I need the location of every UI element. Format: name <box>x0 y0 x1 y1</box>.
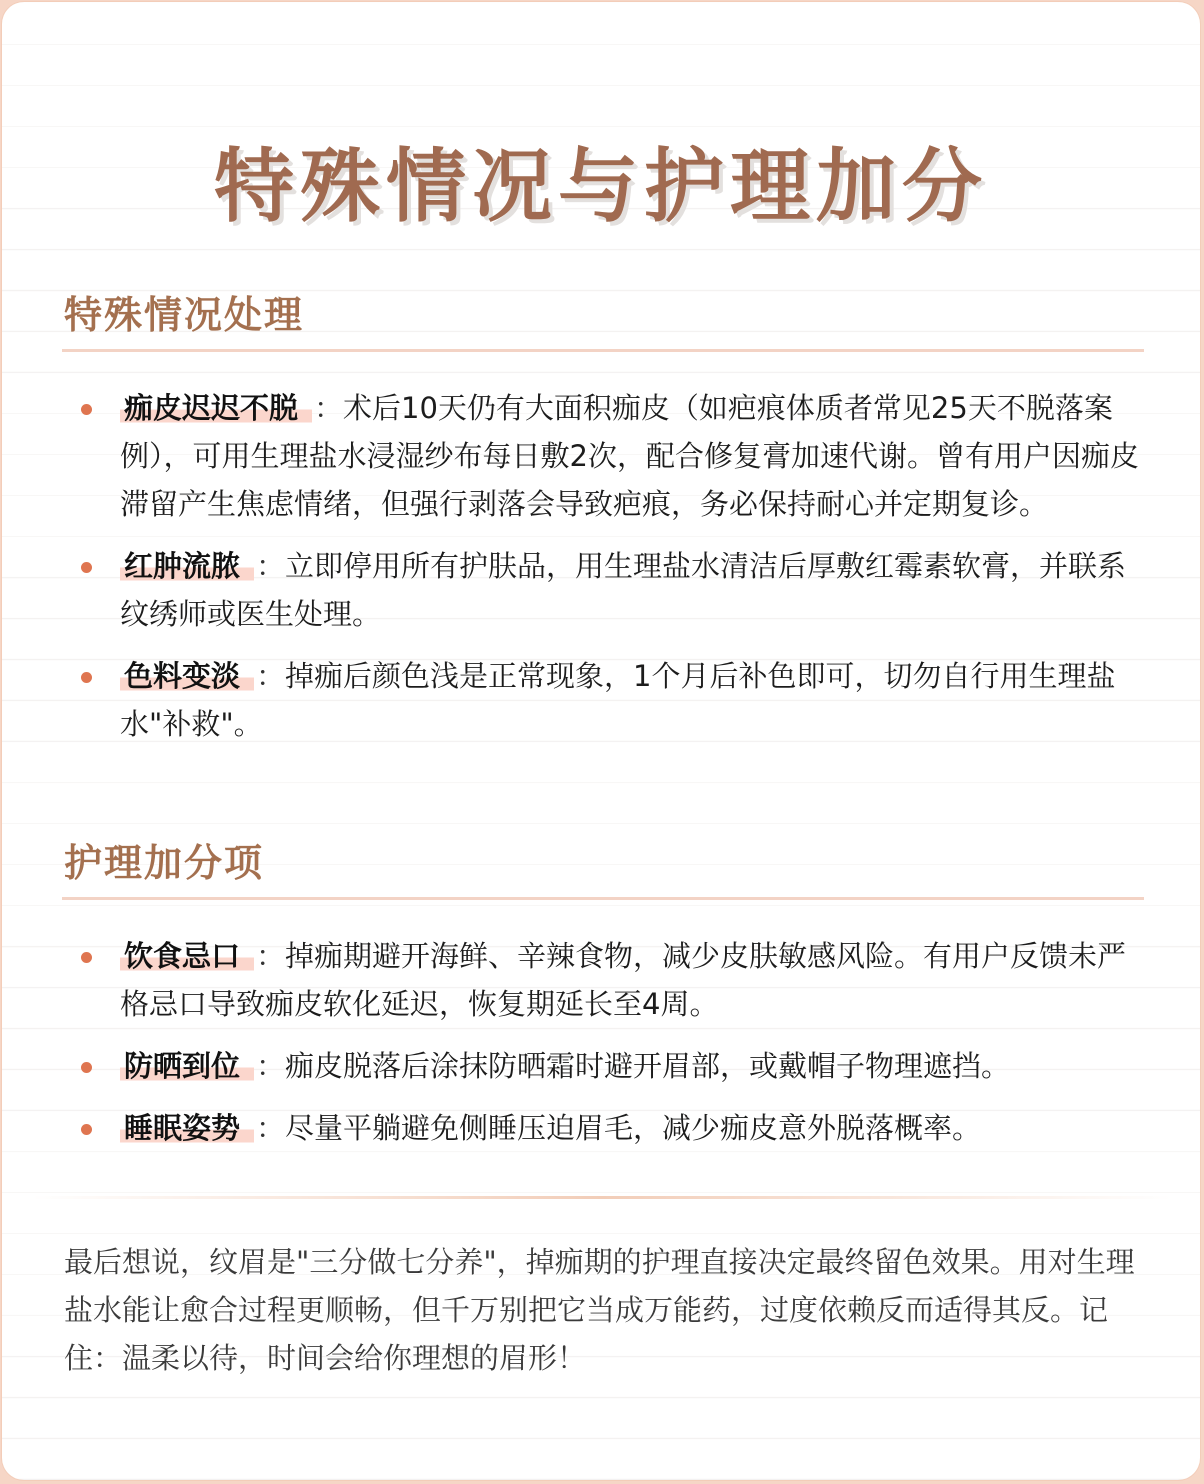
content-card <box>2 2 1200 1480</box>
bullet-icon <box>81 952 92 963</box>
item-separator: ： <box>314 391 344 425</box>
section-divider <box>62 349 1144 352</box>
item-separator: ： <box>256 1049 286 1083</box>
item-separator: ： <box>256 1111 286 1145</box>
item-label: 红肿流脓 <box>120 549 254 583</box>
item-text: 掉痂期避开海鲜、辛辣食物，减少皮肤敏感风险。有用户反馈未严格忌口导致痂皮软化延迟，恢复期延长至4周。 <box>120 939 1127 1021</box>
list-item <box>2 542 1204 638</box>
list-item <box>2 932 1204 1028</box>
list-item <box>2 384 1204 528</box>
item-label: 饮食忌口 <box>120 939 254 973</box>
list-item <box>2 1104 1204 1152</box>
bullet-icon <box>81 562 92 573</box>
care-bonus-list <box>2 932 1204 1166</box>
bullet-icon <box>81 404 92 415</box>
list-item <box>2 652 1204 748</box>
gradient-divider <box>32 1196 1172 1199</box>
item-text: 痂皮脱落后涂抹防晒霜时避开眉部，或戴帽子物理遮挡。 <box>285 1049 1011 1083</box>
item-text: 立即停用所有护肤品，用生理盐水清洁后厚敷红霉素软膏，并联系纹绣师或医生处理。 <box>120 549 1127 631</box>
item-text: 掉痂后颜色浅是正常现象，1个月后补色即可，切勿自行用生理盐水"补救"。 <box>120 659 1116 741</box>
bullet-icon <box>81 1062 92 1073</box>
special-cases-list <box>2 384 1204 762</box>
section-heading-care-bonus: 护理加分项 <box>64 841 265 885</box>
item-label: 防晒到位 <box>120 1049 254 1083</box>
bullet-icon <box>81 1124 92 1135</box>
section-divider <box>62 897 1144 900</box>
closing-paragraph: 最后想说，纹眉是"三分做七分养"，掉痂期的护理直接决定最终留色效果。用对生理盐水能让愈合过程更顺畅，但千万别把它当成万能药，过度依赖反而适得其反。记住：温柔以待，时间会给你理想的眉形！ <box>64 1245 1135 1375</box>
item-text: 术后10天仍有大面积痂皮（如疤痕体质者常见25天不脱落案例），可用生理盐水浸湿纱布每日敷2次，配合修复膏加速代谢。曾有用户因痂皮滞留产生焦虑情绪，但强行剥落会导致疤痕，务必保持耐心并定期复诊。 <box>120 391 1139 521</box>
page-title: 特殊情况与护理加分 <box>214 140 988 233</box>
item-label: 痂皮迟迟不脱 <box>120 391 312 425</box>
item-separator: ： <box>256 549 286 583</box>
item-separator: ： <box>256 939 286 973</box>
item-label: 睡眠姿势 <box>120 1111 254 1145</box>
item-text: 尽量平躺避免侧睡压迫眉毛，减少痂皮意外脱落概率。 <box>285 1111 982 1145</box>
section-heading-special-cases: 特殊情况处理 <box>64 293 305 337</box>
bullet-icon <box>81 672 92 683</box>
list-item <box>2 1042 1204 1090</box>
item-separator: ： <box>256 659 286 693</box>
item-label: 色料变淡 <box>120 659 254 693</box>
